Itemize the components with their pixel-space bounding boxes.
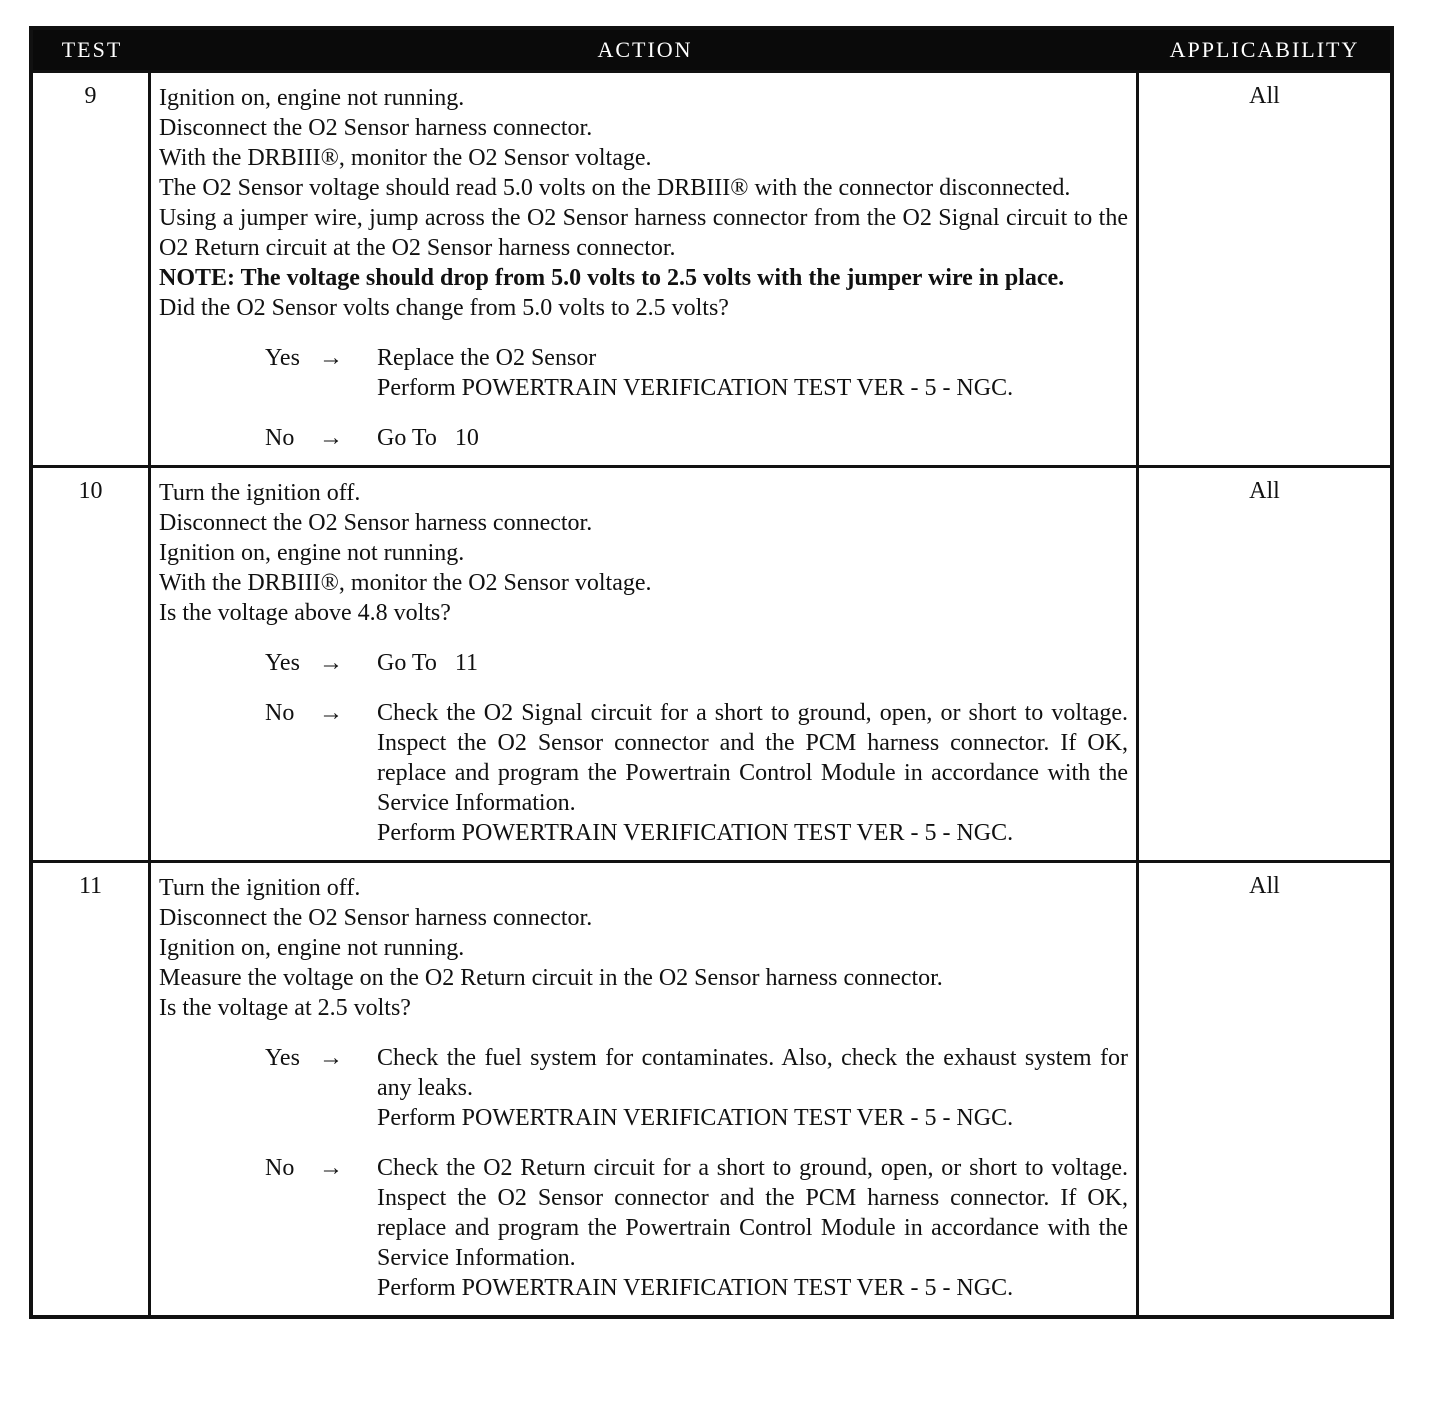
- step-text: Measure the voltage on the O2 Return circuit in the O2 Sensor harness connector.: [159, 965, 943, 991]
- step-text: With the DRBIII®, monitor the O2 Sensor voltage.: [159, 570, 652, 596]
- no-result: [265, 698, 1128, 848]
- result-text: Check the O2 Return circuit for a short to ground, open, or short to voltage. Inspect the O2 Sensor connector and the PCM harness connector. If OK, replace and program the Powertrain Control Module in accordance with the Service Information.: [377, 1155, 1128, 1271]
- result-text: Replace the O2 Sensor: [377, 345, 597, 371]
- action-cell: [151, 73, 1139, 465]
- result-text: Go To 10: [377, 425, 479, 451]
- test-number: 9: [33, 73, 151, 465]
- step-text: The O2 Sensor voltage should read 5.0 volts on the DRBIII® with the connector disconnected.: [159, 175, 1071, 201]
- step-text: Using a jumper wire, jump across the O2 Sensor harness connector from the O2 Signal circuit to the O2 Return circuit at the O2 Sensor harness connector.: [159, 205, 1128, 261]
- step-text: Turn the ignition off.: [159, 875, 361, 901]
- step-text: Ignition on, engine not running.: [159, 540, 465, 566]
- yes-result: [265, 343, 1128, 403]
- yes-label: Yes: [265, 650, 300, 676]
- result-text: Perform POWERTRAIN VERIFICATION TEST VER - 5 - NGC.: [377, 375, 1014, 401]
- step-text: Ignition on, engine not running.: [159, 85, 465, 111]
- question-text: Is the voltage above 4.8 volts?: [159, 600, 451, 626]
- result-text: Check the O2 Signal circuit for a short to ground, open, or short to voltage. Inspect the O2 Sensor connector and the PCM harness connector. If OK, replace and program the Powertrain Control Module in accordance with the Service Information.: [377, 700, 1128, 816]
- table-row: [33, 70, 1390, 465]
- step-text: Ignition on, engine not running.: [159, 935, 465, 961]
- test-number: 11: [33, 863, 151, 1315]
- note-text: NOTE: The voltage should drop from 5.0 volts to 2.5 volts with the jumper wire in place.: [159, 265, 1065, 291]
- no-result: [265, 1153, 1128, 1303]
- no-result: [265, 423, 1128, 453]
- header-test: TEST: [61, 37, 123, 62]
- arrow-icon: →: [319, 650, 343, 676]
- arrow-icon: →: [319, 345, 343, 371]
- arrow-icon: →: [319, 700, 343, 726]
- result-text: Perform POWERTRAIN VERIFICATION TEST VER - 5 - NGC.: [377, 1275, 1014, 1301]
- test-number: 10: [33, 468, 151, 860]
- result-text: Perform POWERTRAIN VERIFICATION TEST VER - 5 - NGC.: [377, 820, 1014, 846]
- diagnostic-test-table: [29, 26, 1394, 1319]
- step-text: Disconnect the O2 Sensor harness connector.: [159, 115, 593, 141]
- arrow-icon: →: [319, 1155, 343, 1181]
- applicability-value: All: [1249, 478, 1280, 504]
- arrow-icon: →: [319, 1045, 343, 1071]
- header-action: ACTION: [597, 37, 693, 62]
- action-cell: [151, 863, 1139, 1315]
- table-row: [33, 860, 1390, 1315]
- yes-result: [265, 1043, 1128, 1133]
- applicability-value: All: [1249, 83, 1280, 109]
- no-label: No: [265, 700, 295, 726]
- no-label: No: [265, 1155, 295, 1181]
- step-text: With the DRBIII®, monitor the O2 Sensor voltage.: [159, 145, 652, 171]
- action-cell: [151, 468, 1139, 860]
- yes-label: Yes: [265, 1045, 300, 1071]
- result-text: Perform POWERTRAIN VERIFICATION TEST VER - 5 - NGC.: [377, 1105, 1014, 1131]
- header-applicability: APPLICABILITY: [1169, 37, 1360, 62]
- applicability-value: All: [1249, 873, 1280, 899]
- question-text: Did the O2 Sensor volts change from 5.0 volts to 2.5 volts?: [159, 295, 729, 321]
- table-row: [33, 465, 1390, 860]
- arrow-icon: →: [319, 425, 343, 451]
- step-text: Turn the ignition off.: [159, 480, 361, 506]
- table-header: [33, 30, 1390, 70]
- step-text: Disconnect the O2 Sensor harness connector.: [159, 905, 593, 931]
- no-label: No: [265, 425, 295, 451]
- yes-label: Yes: [265, 345, 300, 371]
- yes-result: [265, 648, 1128, 678]
- result-text: Go To 11: [377, 650, 478, 676]
- question-text: Is the voltage at 2.5 volts?: [159, 995, 411, 1021]
- result-text: Check the fuel system for contaminates. Also, check the exhaust system for any leaks.: [377, 1045, 1128, 1101]
- step-text: Disconnect the O2 Sensor harness connector.: [159, 510, 593, 536]
